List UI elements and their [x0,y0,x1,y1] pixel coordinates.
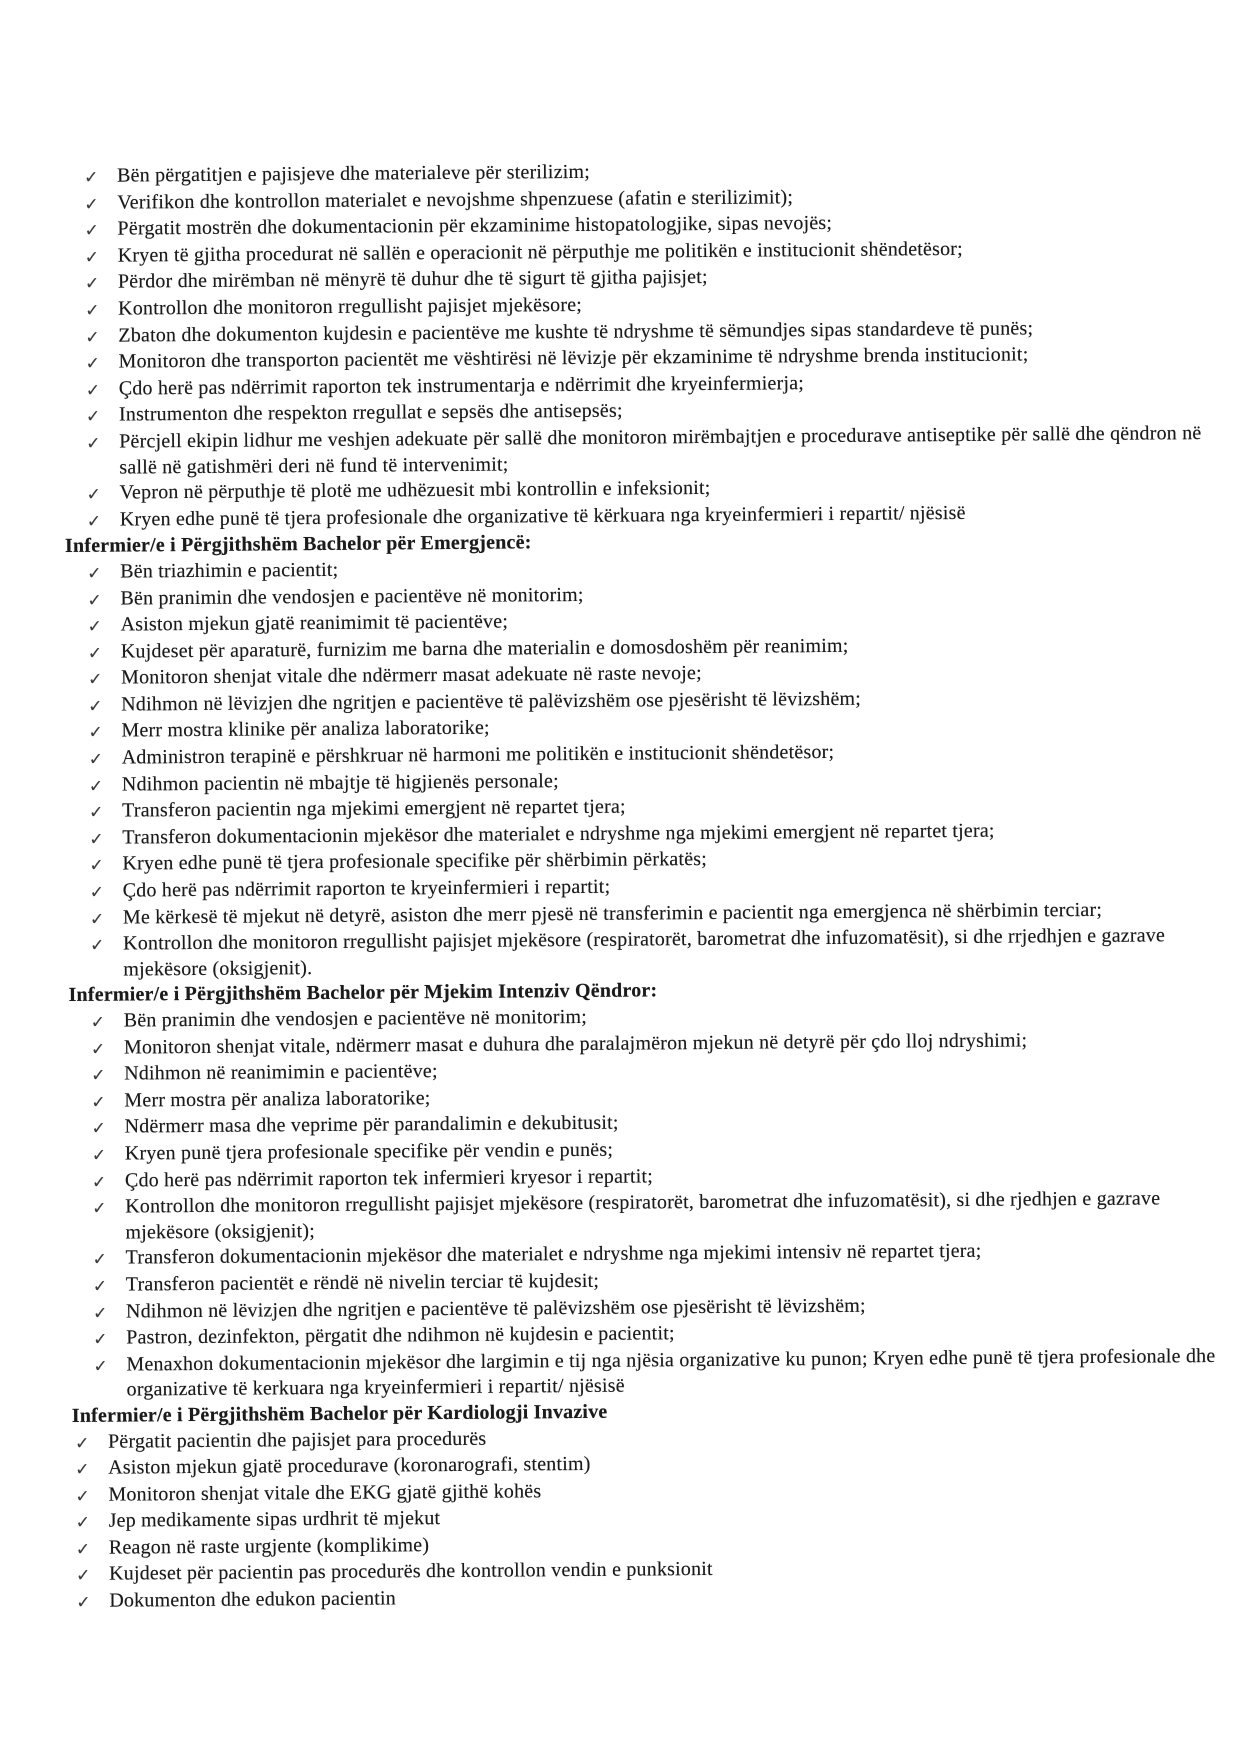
checkmark-icon: ✓ [84,274,100,294]
list-item-text: Ndërmerr masa dhe veprime për parandalimin e dekubitusit; [124,1112,619,1138]
section-item-list [65,551,1214,983]
list-item-text: Ndihmon pacientin në mbajtje të higjienës personale; [121,769,559,796]
list-item-text: Ndihmon në lëvizjen dhe ngritjen e pacientëve të palëvizshëm ose pjesërisht të lëvizshëm; [125,1294,866,1323]
list-item-text: Vepron në përputhje të plotë me udhëzuesit mbi kontrollin e infeksionit; [119,477,711,504]
document-content [62,155,1219,1616]
checkmark-icon: ✓ [89,802,104,823]
list-item-text: Asiston mjekun gjatë procedurave (koronarografi, stentim) [108,1452,591,1479]
list-item-text: Menaxhon dokumentacionin mjekësor dhe largimin e tij nga njësia organizative ku punon; Kryen edhe punë të tjera profesionale dhe organizative të kerkuara nga kryeinfermieri i repartit/ njësisë [126,1344,1216,1401]
checkmark-icon: ✓ [86,511,102,531]
list-item-text: Monitoron dhe transporton pacientët me vështirësi në lëvizje për ekzaminime të ndryshme brenda institucionit; [118,343,1029,373]
checkmark-icon: ✓ [92,1250,108,1270]
checkmark-icon: ✓ [92,1276,108,1296]
checkmark-icon: ✓ [85,407,101,427]
list-item-text: Çdo herë pas ndërrimit raporton tek instrumentarja e ndërrimit dhe kryeinfermierja; [118,371,805,400]
checkmark-icon: ✓ [87,669,103,690]
checkmark-icon: ✓ [88,776,104,796]
checkmark-icon: ✓ [75,1486,90,1506]
list-item-text: Kujdeset për aparaturë, furnizim me barna dhe materialin e domosdoshëm për reanimim; [120,634,849,663]
checkmark-icon: ✓ [91,1065,106,1085]
list-item-text: Transferon pacientin nga mjekimi emergjent në repartet tjera; [121,795,626,822]
list-item-text: Dokumenton dhe edukon pacientin [109,1587,397,1612]
checkmark-icon: ✓ [85,300,100,320]
checkmark-icon: ✓ [89,882,105,902]
checkmark-icon: ✓ [84,194,99,214]
list-item-text: Kontrollon dhe monitoron rregullisht pajisjet mjekësore (respiratorët, barometrat dhe infuzomatësit), si dhe rjedhjen e gazrave mjekësore (oksigjenit); [125,1187,1161,1244]
list-item-text: Merr mostra klinike për analiza laboratorike; [121,717,490,743]
list-item-text: Reagon në raste urgjente (komplikime) [108,1534,430,1559]
checkmark-icon: ✓ [74,1433,90,1453]
checkmark-icon: ✓ [84,220,100,241]
checkmark-icon: ✓ [75,1513,91,1533]
list-item-text: Përgatit mostrën dhe dokumentacionin për ekzaminime histopatologjike, sipas nevojës; [117,212,833,240]
checkmark-icon: ✓ [89,856,105,876]
list-item-text: Transferon pacientët e rëndë në nivelin terciar të kujdesit; [125,1269,600,1296]
checkmark-icon: ✓ [76,1566,91,1586]
list-item-text: Administron terapinë e përshkruar në harmoni me politikën e institucionit shëndetësor; [121,741,835,769]
list-item-text: Monitoron shenjat vitale dhe EKG gjatë gjithë kohës [108,1479,542,1506]
list-item [86,421,1210,481]
section-item-list [72,1420,1219,1615]
checkmark-icon: ✓ [75,1459,90,1480]
list-item-text: Kryen edhe punë të tjera profesionale specifike për shërbimin përkatës; [122,848,708,875]
list-item-text: Bën pranimin dhe vendosjen e pacientëve në monitorim; [120,583,584,610]
checkmark-icon: ✓ [93,1356,108,1376]
checkmark-icon: ✓ [89,909,105,929]
checkmark-icon: ✓ [88,749,104,769]
list-item-text: Monitoron shenjat vitale dhe ndërmerr masat adekuate në raste nevoje; [120,662,702,689]
list-item-text: Merr mostra për analiza laboratorike; [124,1086,431,1112]
checkmark-icon: ✓ [87,590,102,610]
checkmark-icon: ✓ [87,643,103,663]
list-item-text: Përcjell ekipin lidhur me veshjen adekuate për sallë dhe monitoron mirëmbajtjen e procedurave antiseptike për sallë dhe qëndron në sallë në gatishmëri deri në fund të intervenimit; [119,421,1202,479]
checkmark-icon: ✓ [84,247,100,267]
list-item-text: Kontrollon dhe monitoron rregullisht pajisjet mjekësore (respiratorët, barometrat dhe infuzomatësit), si dhe rrjedhjen e gazrave mjekësore (oksigjenit). [123,924,1166,981]
list-item-text: Monitoron shenjat vitale, ndërmerr masat e duhura dhe paralajmëron mjekun në detyrë për çdo lloj ndryshimi; [123,1029,1028,1059]
checkmark-icon: ✓ [91,1119,107,1139]
checkmark-icon: ✓ [89,829,104,849]
list-item-text: Bën përgatitjen e pajisjeve dhe materialeve për sterilizim; [117,160,591,187]
list-item-text: Transferon dokumentacionin mjekësor dhe materialet e ndryshme nga mjekimi emergjent në repartet tjera; [122,819,995,849]
list-item-text: Me kërkesë të mjekut në detyrë, asiston dhe merr pjesë në transferimin e pacientit nga emergjenca në shërbimin terciar; [122,898,1103,929]
list-item-text: Bën triazhimin e pacientit; [120,558,339,583]
checkmark-icon: ✓ [92,1303,108,1323]
list-item-text: Çdo herë pas ndërrimit raporton tek infermieri kryesor i repartit; [124,1164,654,1192]
list-item-text: Bën pranimin dhe vendosjen e pacientëve në monitorim; [123,1005,588,1032]
checkmark-icon: ✓ [91,1172,107,1192]
list-item [93,1344,1217,1404]
section-item-list [69,1000,1218,1404]
checkmark-icon: ✓ [87,563,102,583]
list-item-text: Transferon dokumentacionin mjekësor dhe materialet e ndryshme nga mjekimi intensiv në repartet tjera; [125,1240,982,1269]
list-item-text: Përdor dhe mirëmban në mënyrë të duhur dhe të sigurt të gjitha pajisjet; [117,266,708,293]
list-item-text: Ndihmon në lëvizjen dhe ngritjen e pacientëve të palëvizshëm ose pjesërisht të lëvizshëm; [121,687,862,716]
checkmark-icon: ✓ [86,484,102,504]
checkmark-icon: ✓ [85,327,100,347]
list-item-text: Pastron, dezinfekton, përgatit dhe ndihmon në kujdesin e pacientit; [126,1322,675,1349]
section-heading: Infermier/e i Përgjithshëm Bachelor për Kardiologji Invazive [71,1400,608,1427]
checkmark-icon: ✓ [93,1329,108,1349]
checkmark-icon: ✓ [90,935,105,956]
checkmark-icon: ✓ [88,696,103,716]
checkmark-icon: ✓ [86,433,101,453]
checkmark-icon: ✓ [90,1039,106,1059]
list-item-text: Kryen edhe punë të tjera profesionale dhe organizative të kërkuara nga kryeinfermieri i repartit/ njësisë [119,501,966,531]
list-item-text: Jep medikamente sipas urdhrit të mjekut [108,1507,441,1532]
checkmark-icon: ✓ [90,1012,106,1032]
checkmark-icon: ✓ [91,1145,107,1165]
checkmark-icon: ✓ [92,1198,107,1218]
checkmark-icon: ✓ [84,167,99,187]
list-item-text: Kontrollon dhe monitoron rregullisht pajisjet mjekësore; [118,293,583,320]
list-item-text: Ndihmon në reanimimin e pacientëve; [124,1060,438,1085]
list-item-text: Kujdeset për pacientin pas procedurës dhe kontrollon vendin e punksionit [108,1558,713,1586]
checkmark-icon: ✓ [88,723,103,743]
checkmark-icon: ✓ [75,1539,91,1559]
list-item-text: Asiston mjekun gjatë reanimimit të pacientëve; [120,610,509,636]
section-item-list [62,155,1211,534]
list-item-text: Çdo herë pas ndërrimit raporton te kryeinfermieri i repartit; [122,875,611,902]
checkmark-icon: ✓ [91,1092,106,1112]
section-heading: Infermier/e i Përgjithshëm Bachelor për Emergjencë: [64,531,532,558]
list-item-text: Kryen punë tjera profesionale specifike për vendin e punës; [124,1138,614,1165]
checkmark-icon: ✓ [85,353,101,373]
section-heading: Infermier/e i Përgjithshëm Bachelor për Mjekim Intenziv Qëndror: [68,979,658,1007]
list-item-text: Përgatit pacientin dhe pajisjet para procedurës [107,1427,487,1453]
list-item-text: Verifikon dhe kontrollon materialet e nevojshme shpenzuese (afatin e sterilizimit); [117,185,794,214]
checkmark-icon: ✓ [87,616,103,636]
checkmark-icon: ✓ [76,1592,91,1612]
list-item-text: Kryen të gjitha procedurat në sallën e operacionit në përputhje me politikën e institucionit shëndetësor; [117,237,963,267]
list-item-text: Instrumenton dhe respekton rregullat e sepsës dhe antisepsës; [118,399,623,426]
checkmark-icon: ✓ [85,380,101,400]
list-item [90,923,1214,983]
list-item [92,1186,1216,1246]
list-item-text: Zbaton dhe dokumenton kujdesin e pacientëve me kushte të ndryshme të sëmundjes sipas standardeve të punës; [118,316,1034,347]
